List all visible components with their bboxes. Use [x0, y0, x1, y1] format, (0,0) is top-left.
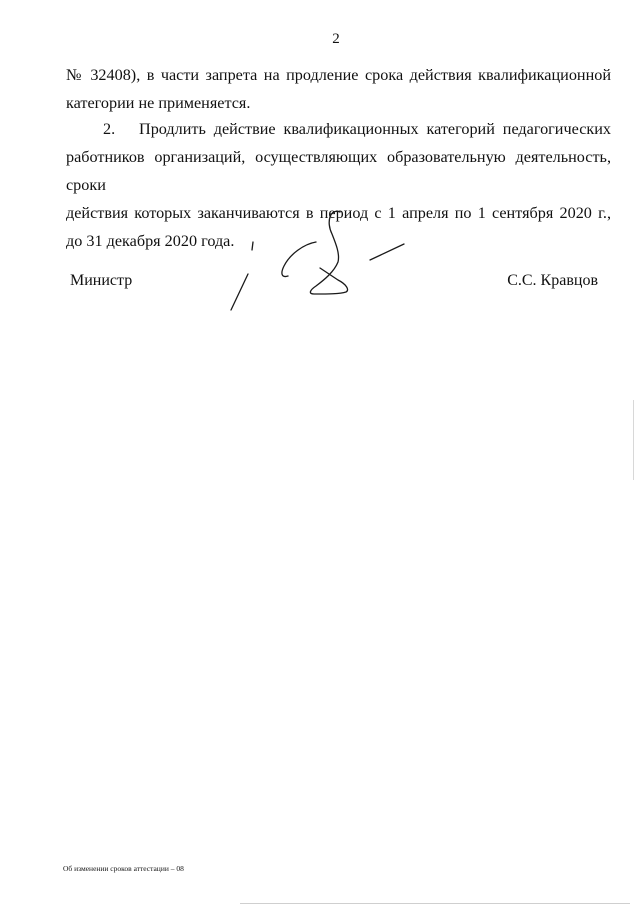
signatory-name: С.С. Кравцов	[507, 272, 598, 289]
paragraph-2-line-4: до 31 декабря 2020 года.	[66, 232, 235, 250]
paragraph-2-number: 2.	[103, 120, 116, 138]
handwritten-signature	[228, 204, 418, 316]
paragraph-2-line-1-text: Продлить действие квалификационных категорий педагогических	[139, 120, 611, 138]
signatory-role: Министр	[70, 272, 133, 289]
scan-bottom-edge	[240, 903, 630, 904]
paragraph-1-line-2: категории не применяется.	[66, 94, 251, 112]
paragraph-1-line-1: № 32408), в части запрета на продление срока действия квалификационной	[66, 66, 611, 84]
document-footer: Об изменении сроков аттестации – 08	[63, 864, 184, 873]
paragraph-2-line-2: работников организаций, осуществляющих образовательную деятельность, сроки	[66, 148, 611, 194]
scan-edge-mark	[633, 400, 634, 480]
paragraph-2-line-1	[66, 115, 611, 143]
page-number: 2	[332, 31, 340, 47]
paragraph-1	[66, 61, 611, 117]
paragraph-2-line-3: действия которых заканчиваются в период с 1 апреля по 1 сентября 2020 г.,	[66, 204, 611, 222]
